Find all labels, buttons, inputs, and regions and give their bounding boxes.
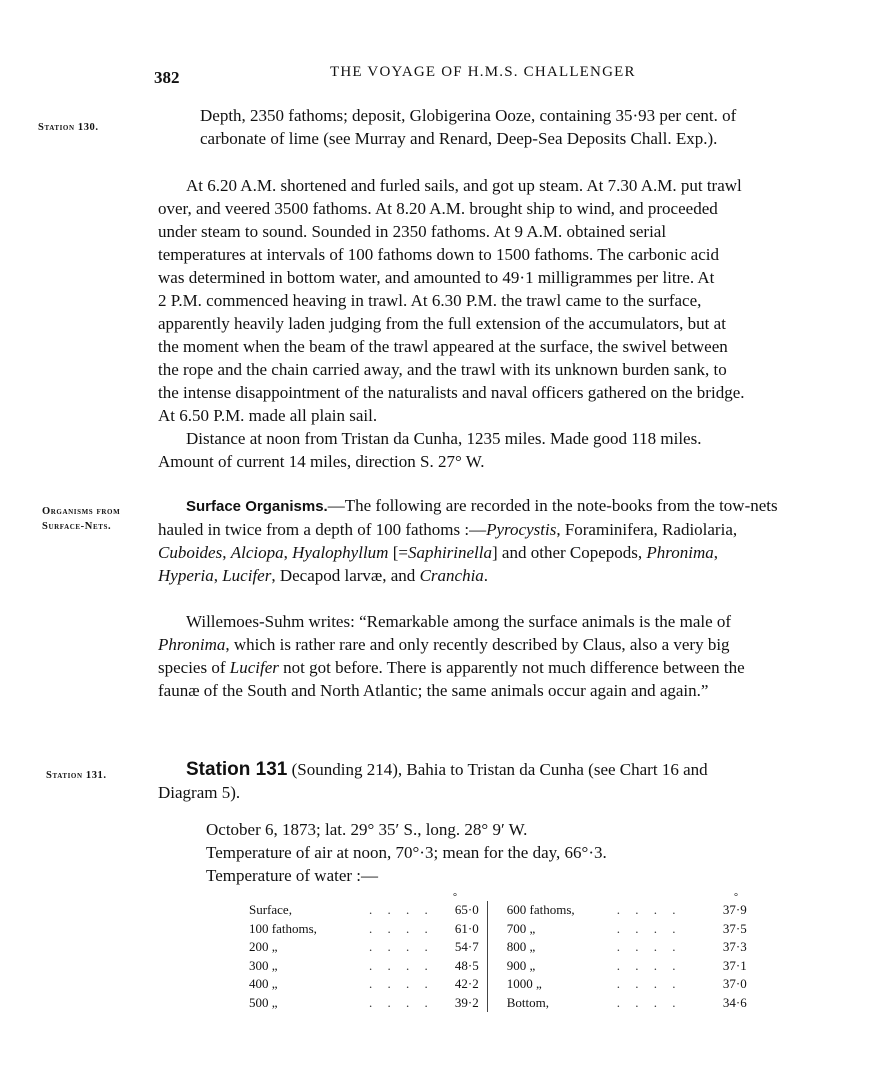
narrative-line: the moment when the beam of the trawl appeared at the surface, the swivel between: [158, 337, 728, 356]
temperature-value: 37·3: [722, 939, 747, 954]
depth-line: carbonate of lime (see Murray and Renard, Deep-Sea Deposits Chall. Exp.).: [200, 129, 718, 148]
surface-organisms-paragraph: [158, 494, 840, 587]
text-run: ,: [713, 543, 719, 562]
narrative-line: the intense disappointment of the naturalists and naval officers gathered on the bridge.: [158, 383, 745, 402]
running-title: THE VOYAGE OF H.M.S. CHALLENGER: [330, 64, 636, 80]
organisms-line: [158, 541, 840, 564]
distance-line: Distance at noon from Tristan da Cunha, 1235 miles. Made good 118 miles.: [186, 429, 702, 448]
station-131-conditions: [206, 818, 826, 887]
text-run: , which is rather rare and only recently described by Claus, also a very big: [225, 635, 730, 654]
depth-label: 700 „: [506, 920, 536, 936]
text-run: not got before. There is apparently not much difference between the: [278, 658, 745, 677]
date-position-line: October 6, 1873; lat. 29° 35′ S., long. 28° 9′ W.: [206, 820, 528, 839]
temperature-value: 39·2: [454, 994, 479, 1010]
narrative-line: the rope and the chain carried away, and the trawl with its unknown burden sank, to: [158, 360, 727, 379]
leader-dots: . . . .: [616, 957, 682, 973]
narrative-line: over, and veered 3500 fathoms. At 8.20 A.M. brought ship to wind, and proceeded: [158, 199, 718, 218]
narrative-line: was determined in bottom water, and amounted to 49·1 milligrammes per litre. At: [158, 268, 715, 287]
water-temperature-table: [249, 901, 747, 1012]
temperature-value: 65·0: [454, 902, 479, 917]
station-heading-line: Diagram 5).: [158, 783, 241, 802]
organisms-line: [158, 564, 840, 587]
degree-mark: °: [734, 892, 738, 903]
margin-label-station-131: Station 131.: [46, 770, 107, 781]
text-run: .: [483, 566, 489, 585]
water-temperature-heading: Temperature of water :—: [206, 866, 379, 885]
leader-dots: . . . .: [616, 920, 682, 936]
depth-label: 300 „: [249, 957, 278, 973]
taxon-name: Lucifer: [229, 658, 279, 677]
depth-label: 800 „: [506, 939, 536, 954]
leader-dots: . . . .: [369, 902, 434, 917]
depth-label: Bottom,: [506, 994, 550, 1010]
station-title: Station 131: [186, 759, 288, 780]
temperature-value: 48·5: [454, 957, 479, 973]
narrative-line: At 6.20 A.M. shortened and furled sails, and got up steam. At 7.30 A.M. put trawl: [186, 176, 742, 195]
text-run: ,: [222, 543, 231, 562]
text-run: (Sounding 214), Bahia to Tristan da Cunha (see Chart 16 and: [287, 760, 708, 779]
leader-dots: . . . .: [616, 939, 682, 954]
taxon-name: Lucifer: [222, 566, 272, 585]
taxon-name: Cranchia: [419, 566, 484, 585]
quote-line: Willemoes-Suhm writes: “Remarkable among the surface animals is the male of: [186, 612, 732, 631]
station-130-narrative: [158, 174, 840, 473]
organisms-line: [158, 494, 840, 518]
taxon-name: Saphirinella: [407, 543, 493, 562]
text-run: ] and other Copepods,: [492, 543, 647, 562]
station-131-heading: [158, 758, 840, 804]
taxon-name: Alciopa: [230, 543, 284, 562]
margin-label-line: Surface-Nets.: [42, 521, 112, 532]
taxon-name: Phronima: [646, 543, 714, 562]
page-number: 382: [154, 68, 180, 87]
table-row: [249, 975, 747, 994]
text-run: hauled in twice from a depth of 100 fathoms :—: [158, 520, 487, 539]
table-row: [249, 901, 747, 920]
temperature-value: 54·7: [454, 939, 479, 954]
taxon-name: Cuboides: [158, 543, 223, 562]
narrative-line: temperatures at intervals of 100 fathoms down to 1500 fathoms. The carbonic acid: [158, 245, 719, 264]
table-row: [249, 938, 747, 957]
distance-line: Amount of current 14 miles, direction S. 27° W.: [158, 452, 485, 471]
depth-label: 100 fathoms,: [249, 920, 317, 936]
station-heading-line: [158, 758, 840, 781]
margin-label-organisms: [42, 504, 120, 534]
taxon-name: Hyperia: [158, 566, 214, 585]
margin-label-line: Organisms from: [42, 506, 121, 517]
quote-line: [158, 656, 840, 679]
depth-label: Surface,: [249, 902, 292, 917]
narrative-line: apparently heavily laden judging from the full extension of the accumulators, but at: [158, 314, 726, 333]
temperature-value: 42·2: [454, 976, 479, 991]
leader-dots: . . . .: [369, 994, 434, 1010]
station-130-depth: [158, 104, 840, 150]
text-run: —The following are recorded in the note-books from the tow-nets: [327, 496, 778, 515]
leader-dots: . . . .: [369, 939, 434, 954]
depth-line: Depth, 2350 fathoms; deposit, Globigerina Ooze, containing 35·93 per cent. of: [200, 106, 737, 125]
temperature-value: 34·6: [722, 994, 747, 1010]
depth-label: 600 fathoms,: [506, 902, 575, 917]
leader-dots: . . . .: [616, 994, 682, 1010]
table-row: [249, 920, 747, 939]
narrative-line: At 6.50 P.M. made all plain sail.: [158, 406, 378, 425]
air-temperature-line: Temperature of air at noon, 70°·3; mean for the day, 66°·3.: [206, 843, 607, 862]
section-heading: Surface Organisms.: [186, 498, 328, 515]
text-run: ,: [283, 543, 293, 562]
willemoes-suhm-quote: [158, 610, 840, 702]
text-run: , Foraminifera, Radiolaria,: [556, 520, 738, 539]
degree-mark: °: [453, 892, 457, 903]
taxon-name: Pyrocystis: [486, 520, 557, 539]
organisms-line: [158, 518, 840, 541]
leader-dots: . . . .: [616, 976, 682, 991]
text-run: [=: [388, 543, 408, 562]
leader-dots: . . . .: [616, 902, 682, 917]
temperature-value: 61·0: [454, 920, 479, 936]
quote-line: [158, 633, 840, 656]
temperature-value: 37·9: [722, 902, 747, 917]
narrative-line: 2 P.M. commenced heaving in trawl. At 6.30 P.M. the trawl came to the surface,: [158, 291, 702, 310]
temperature-value: 37·1: [722, 957, 747, 973]
leader-dots: . . . .: [369, 920, 434, 936]
temperature-value: 37·5: [722, 920, 747, 936]
depth-label: 1000 „: [506, 976, 542, 991]
margin-label-station-130: Station 130.: [38, 122, 99, 133]
text-run: ,: [213, 566, 223, 585]
taxon-name: Phronima: [158, 635, 226, 654]
depth-label: 900 „: [506, 957, 536, 973]
text-run: species of: [158, 658, 230, 677]
table-row: [249, 957, 747, 976]
temperature-table: [249, 901, 747, 1012]
temperature-value: 37·0: [722, 976, 747, 991]
depth-label: 500 „: [249, 994, 278, 1010]
depth-label: 200 „: [249, 939, 278, 954]
leader-dots: . . . .: [369, 957, 434, 973]
narrative-line: under steam to sound. Sounded in 2350 fathoms. At 9 A.M. obtained serial: [158, 222, 667, 241]
depth-label: 400 „: [249, 976, 278, 991]
quote-line: faunæ of the South and North Atlantic; the same animals occur again and again.”: [158, 681, 709, 700]
leader-dots: . . . .: [369, 976, 434, 991]
text-run: , Decapod larvæ, and: [271, 566, 420, 585]
taxon-name: Hyalophyllum: [292, 543, 389, 562]
table-row: [249, 994, 747, 1013]
